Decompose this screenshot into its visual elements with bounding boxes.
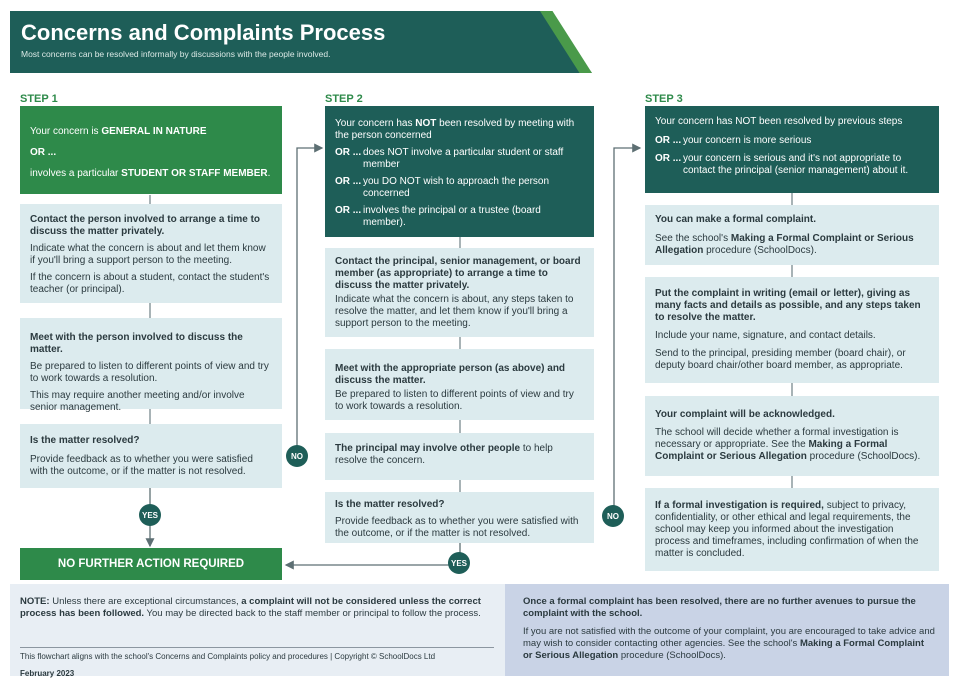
step2-resolved-box: Is the matter resolved? Provide feedback as to whether you were satisfied with the outcome, or if the matter is not resolved. [325, 492, 594, 543]
step3-intro-box: Your concern has NOT been resolved by previous steps OR ... your concern is more serious OR ... your concern is serious and it's not appropriate to contact the principal (senior management) about it. [645, 106, 939, 193]
step2-meet-box: Meet with the appropriate person (as above) and discuss the matter. Be prepared to listen to different points of view and try to work towards a resolution. [325, 349, 594, 420]
step3-ack-box: Your complaint will be acknowledged. The school will decide whether a formal investigation is necessary or appropriate. See the Making a Formal Complaint or Serious Allegation procedure (SchoolDocs). [645, 396, 939, 476]
step1-label: STEP 1 [20, 93, 58, 105]
footer-date: February 2023 [20, 669, 75, 678]
step2-yes-connector [286, 543, 460, 565]
step3-label: STEP 3 [645, 93, 683, 105]
step1-contact-box: Contact the person involved to arrange a time to discuss the matter privately. Indicate what the concern is about and let them know if you'll bring a support person to the meeting. If the concern is about a student, contact the student's teacher (or principal). [20, 204, 282, 303]
step3-investigation-box: If a formal investigation is required, subject to privacy, confidentiality, or other ethical and legal requirements, the school may keep you informed about the investigation process and timeframes, including confirmation of when the matter is concluded. [645, 488, 939, 571]
step2-no-badge: NO [602, 505, 624, 527]
step2-no-connector [614, 148, 640, 506]
step1-resolved-box: Is the matter resolved? Provide feedback as to whether you were satisfied with the outcome, or if the matter is not resolved. [20, 424, 282, 488]
step3-formal-box: You can make a formal complaint. See the school's Making a Formal Complaint or Serious Allegation procedure (SchoolDocs). [645, 205, 939, 265]
footer-divider [20, 647, 494, 648]
footer-resolution-panel: Once a formal complaint has been resolved, there are no further avenues to pursue the complaint with the school. If you are not satisfied with the outcome of your complaint, you are encouraged to take advice and may wish to consider contacting other agencies. See the school's Making a Formal Complaint or Serious Allegation procedure (SchoolDocs). [505, 584, 949, 676]
step3-writing-box: Put the complaint in writing (email or letter), giving as many facts and details as possible, and any steps taken to resolve the matter. Include your name, signature, and contact details. Send to the principal, presiding member (board chair), or deputy board chair/other board member, as appropriate. [645, 277, 939, 383]
footer-note-panel: NOTE: Unless there are exceptional circumstances, a complaint will not be considered unless the correct process has been followed. You may be directed back to the staff member or principal to follow the process. [10, 584, 505, 676]
step1-intro-box: Your concern is GENERAL IN NATURE OR ... involves a particular STUDENT OR STAFF MEMBER. [20, 106, 282, 194]
step2-intro-box: Your concern has NOT been resolved by meeting with the person concerned OR ... does NOT involve a particular student or staff member OR ... you DO NOT wish to approach the person concerned OR ... involves the principal or a trustee (board member). [325, 106, 594, 237]
footer-alignment-text: This flowchart aligns with the school's Concerns and Complaints policy and procedures | Copyright © SchoolDocs Ltd [20, 652, 436, 661]
step1-yes-badge: YES [139, 504, 161, 526]
step2-contact-box: Contact the principal, senior management, or board member (as appropriate) to arrange a time to discuss the matter privately. Indicate what the concern is about, any steps taken to resolve the matter, and let them know if you'll bring a support person to the meeting. [325, 248, 594, 337]
step2-label: STEP 2 [325, 93, 363, 105]
page-subtitle: Most concerns can be resolved informally by discussions with the people involved. [21, 49, 331, 59]
step1-no-connector [297, 148, 322, 447]
page-title: Concerns and Complaints Process [21, 20, 386, 45]
no-further-action-box: NO FURTHER ACTION REQUIRED [20, 548, 282, 580]
step2-involve-box: The principal may involve other people to help resolve the concern. [325, 433, 594, 480]
step1-no-badge: NO [286, 445, 308, 467]
step2-yes-badge: YES [448, 552, 470, 574]
step1-meet-box: Meet with the person involved to discuss the matter. Be prepared to listen to different points of view and try to work towards a resolution. This may require another meeting and/or involve senior management. [20, 318, 282, 409]
